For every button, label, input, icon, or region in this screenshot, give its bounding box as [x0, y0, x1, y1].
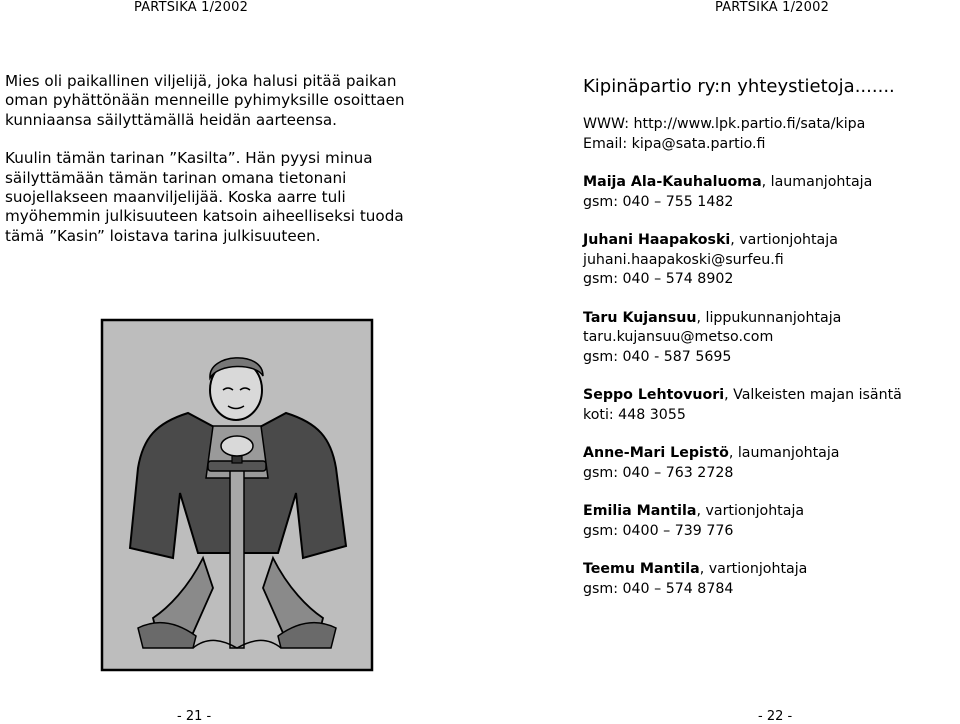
contact-detail: gsm: 0400 – 739 776 — [583, 522, 734, 539]
contact-name: Anne-Mari Lepistö — [583, 445, 729, 461]
contact-entry — [583, 309, 958, 368]
story-paragraph-1 — [5, 72, 465, 130]
knight-with-sword-icon — [98, 318, 376, 673]
contact-detail: gsm: 040 - 587 5695 — [583, 348, 732, 365]
contact-role: , Valkeisten majan isäntä — [724, 387, 902, 403]
contact-name: Teemu Mantila — [583, 561, 700, 577]
web-contacts — [583, 115, 958, 154]
story-line: oman pyhättönään menneille pyhimyksille osoittaen — [5, 91, 405, 110]
contact-name: Seppo Lehtovuori — [583, 387, 725, 403]
running-header-right: PARTSIKA 1/2002 — [715, 0, 830, 15]
contact-email[interactable]: taru.kujansuu@metso.com — [583, 329, 774, 345]
contact-role: , lippukunnanjohtaja — [696, 309, 842, 326]
story-line: tämä ”Kasin” loistava tarina julkisuuteen. — [5, 226, 321, 245]
contact-name-line — [583, 173, 958, 193]
contacts-title: Kipinäpartio ry:n yhteystietoja....... — [583, 76, 895, 97]
clasped-hands — [221, 436, 253, 456]
contact-name: Emilia Mantila — [583, 503, 697, 519]
contact-detail: gsm: 040 – 574 8902 — [583, 271, 734, 287]
contact-role: , vartionjohtaja — [696, 503, 805, 519]
contact-detail: gsm: 040 – 763 2728 — [583, 464, 734, 481]
website-link[interactable]: WWW: http://www.lpk.partio.fi/sata/kipa — [583, 116, 866, 132]
sword-blade — [230, 468, 244, 648]
contact-entry — [583, 560, 958, 599]
contact-role: , vartionjohtaja — [699, 561, 808, 577]
contact-role: , laumanjohtaja — [728, 445, 840, 461]
contact-name-line — [583, 560, 958, 580]
contact-email[interactable]: juhani.haapakoski@surfeu.fi — [583, 251, 784, 268]
contact-name-line — [583, 386, 958, 406]
contact-name-line — [583, 309, 958, 329]
contact-detail: gsm: 040 – 574 8784 — [583, 580, 734, 597]
contact-name: Juhani Haapakoski — [583, 232, 731, 248]
contact-list — [583, 76, 958, 618]
running-header-left: PARTSIKA 1/2002 — [134, 0, 249, 15]
contact-detail: koti: 448 3055 — [583, 406, 686, 423]
contact-role: , laumanjohtaja — [761, 174, 873, 190]
contact-name: Taru Kujansuu — [583, 309, 697, 326]
story-line: Mies oli paikallinen viljelijä, joka halusi pitää paikan — [5, 72, 397, 90]
contact-name: Maija Ala-Kauhaluoma — [583, 174, 762, 190]
story-line: suojellakseen maanviljelijää. Koska aarre tuli — [5, 188, 346, 207]
story-line: myöhemmin julkisuuteen katsoin aiheelliseksi tuoda — [5, 207, 404, 226]
contact-entry — [583, 444, 958, 483]
contact-name-line — [583, 444, 958, 464]
contact-entry — [583, 173, 958, 212]
contact-entry — [583, 231, 958, 290]
contact-entry — [583, 386, 958, 425]
story-text — [5, 72, 465, 265]
story-line: Kuulin tämän tarinan ”Kasilta”. Hän pyysi minua — [5, 149, 373, 168]
page-number-right: - 22 - — [758, 709, 793, 724]
story-line: säilyttämään tämän tarinan omana tietonani — [5, 168, 347, 187]
contact-role: , vartionjohtaja — [730, 232, 838, 248]
email-link[interactable]: Email: kipa@sata.partio.fi — [583, 135, 766, 152]
contact-detail: gsm: 040 – 755 1482 — [583, 193, 734, 210]
page-number-left: - 21 - — [177, 709, 212, 724]
contact-name-line — [583, 502, 958, 522]
contact-entry — [583, 502, 958, 541]
contact-name-line — [583, 231, 958, 251]
story-line: kunniaansa säilyttämällä heidän aarteensa. — [5, 110, 338, 129]
story-paragraph-2 — [5, 149, 465, 246]
